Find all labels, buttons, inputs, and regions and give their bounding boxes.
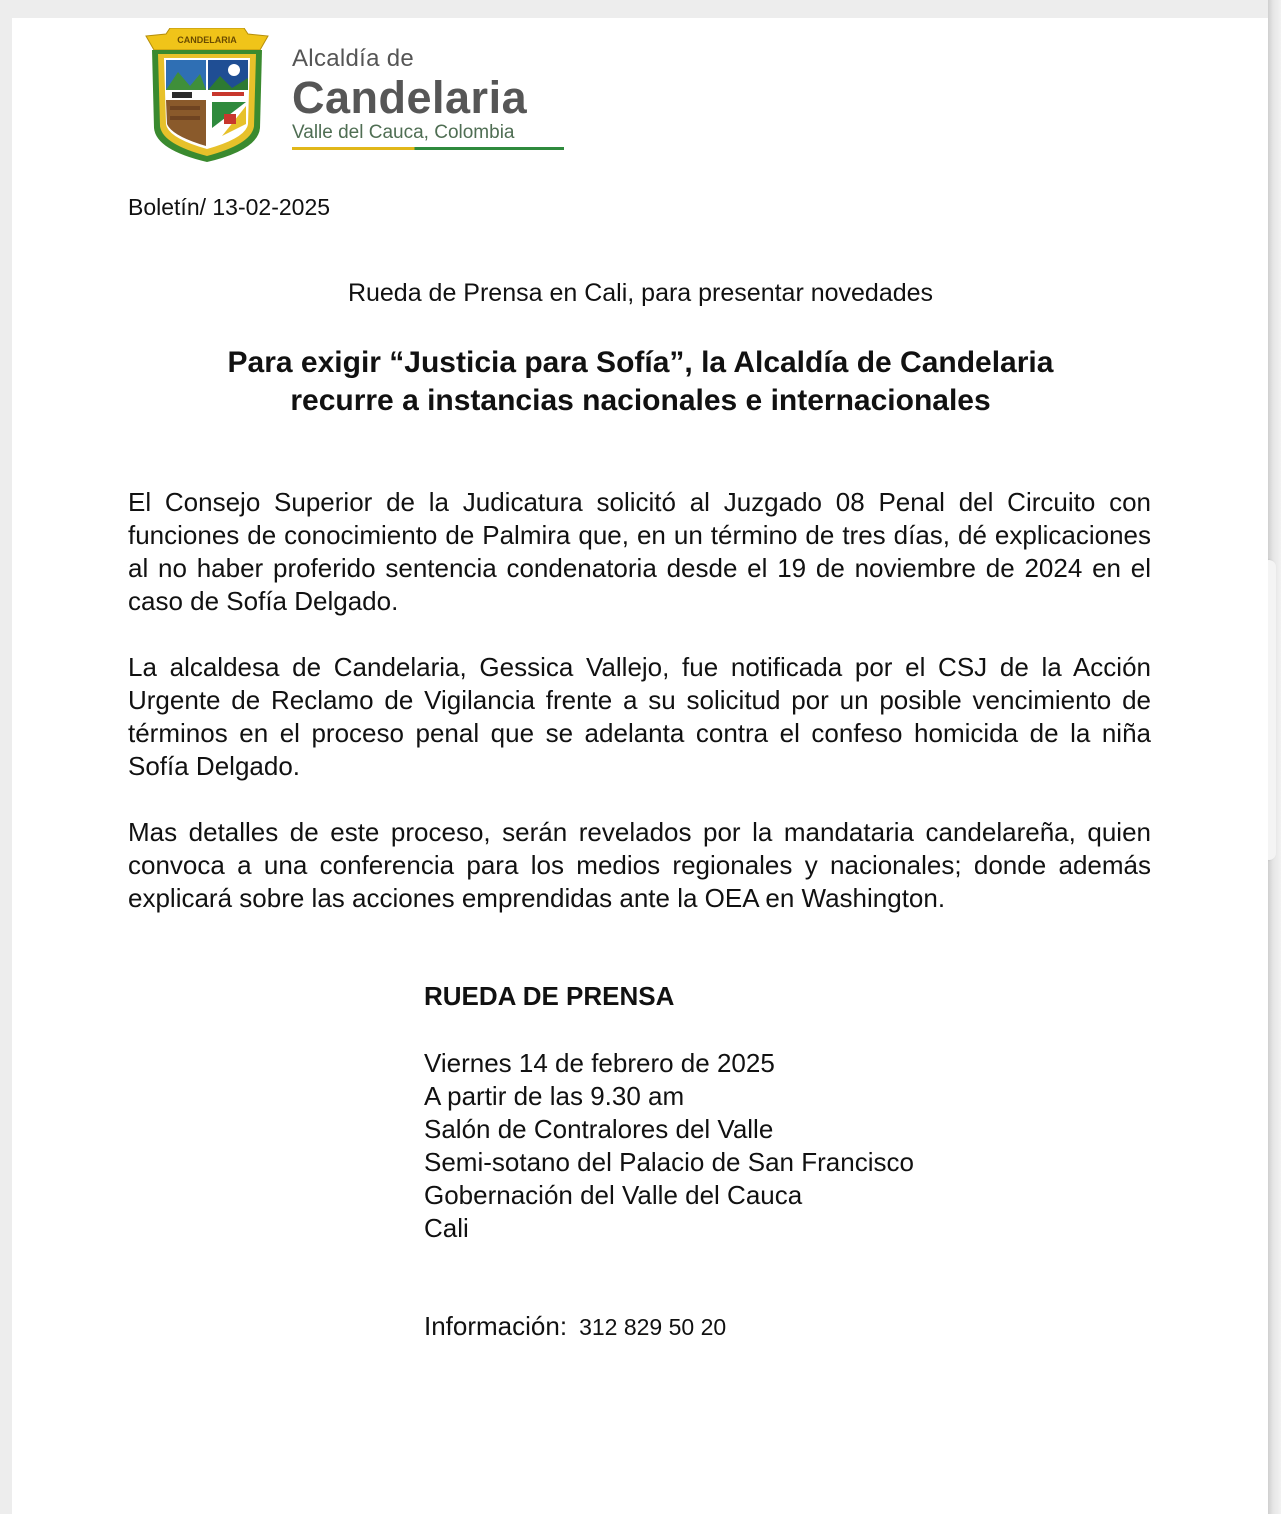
brand-block: [292, 44, 564, 150]
coat-of-arms-logo: [142, 28, 272, 164]
event-location: Semi-sotano del Palacio de San Francisco: [424, 1147, 914, 1177]
contact-label: Información:: [424, 1311, 568, 1341]
event-time: A partir de las 9.30 am: [424, 1081, 685, 1111]
event-date: Viernes 14 de febrero de 2025: [424, 1048, 775, 1078]
paragraph-2: La alcaldesa de Candelaria, Gessica Vallejo, fue notificada por el CSJ de la Acción Urgente de Reclamo de Vigilancia frente a su solicitud por un posible vencimiento de términos en el proceso penal que se adelanta contra el confeso homicida de la niña Sofía Delgado.: [128, 652, 1151, 781]
contact-info: [424, 1311, 726, 1342]
brand-top-text: Alcaldía de: [292, 45, 415, 72]
paragraph-1: El Consejo Superior de la Judicatura solicitó al Juzgado 08 Penal del Circuito con funciones de conocimiento de Palmira que, en un término de tres días, dé explicaciones al no haber proferido sentencia condenatoria desde el 19 de noviembre de 2024 en el caso de Sofía Delgado.: [128, 487, 1151, 616]
event-city: Cali: [424, 1213, 469, 1243]
brand-sub-text: Valle del Cauca, Colombia: [292, 122, 515, 143]
brand-underline: [292, 147, 564, 150]
event-venue: Salón de Contralores del Valle: [424, 1114, 774, 1144]
headline: [0, 344, 1281, 420]
headline-line-1: Para exigir “Justicia para Sofía”, la Alcaldía de Candelaria: [227, 346, 1054, 379]
brand-main-text: Candelaria: [292, 72, 528, 123]
event-building: Gobernación del Valle del Cauca: [424, 1180, 803, 1210]
event-details: [424, 1047, 914, 1245]
paragraph-3: Mas detalles de este proceso, serán revelados por la mandataria candelareña, quien convoca a una conferencia para los medios regionales y nacionales; donde además explicará sobre las acciones emprendidas ante la OEA en Washington.: [128, 817, 1151, 913]
contact-phone: 312 829 50 20: [579, 1314, 727, 1340]
logo-banner-text: CANDELARIA: [177, 35, 237, 45]
headline-line-2: recurre a instancias nacionales e internacionales: [290, 384, 991, 417]
event-title: RUEDA DE PRENSA: [424, 981, 675, 1011]
bulletin-date: Boletín/ 13-02-2025: [128, 194, 331, 220]
intro-line: Rueda de Prensa en Cali, para presentar novedades: [347, 279, 934, 307]
